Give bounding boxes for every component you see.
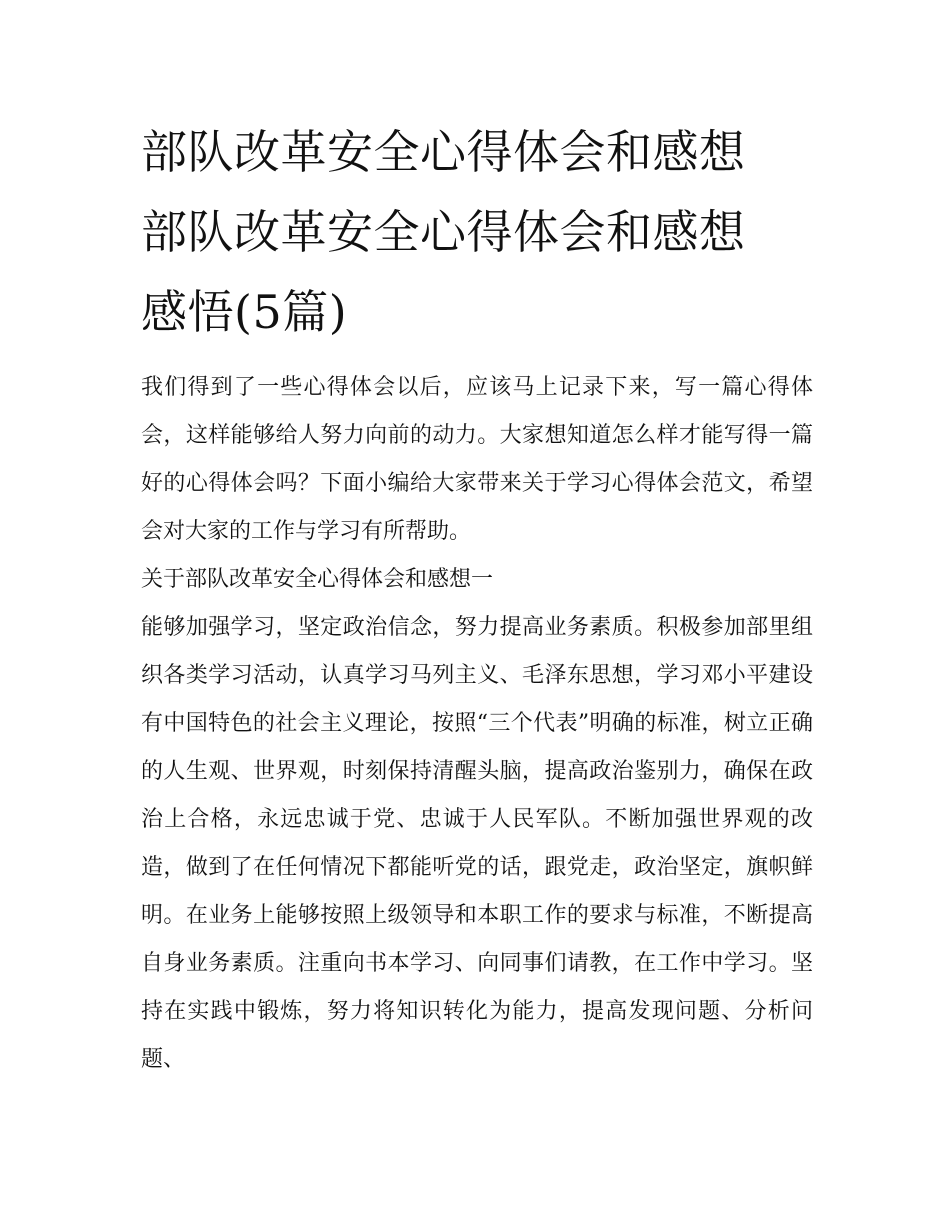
- document-title: [141, 112, 813, 352]
- title-line-2: 部队改革安全心得体会和感想: [141, 205, 746, 259]
- section-paragraph: 能够加强学习，坚定政治信念，努力提高业务素质。积极参加部里组织各类学习活动，认真学习马列主义、毛泽东思想，学习邓小平建设有中国特色的社会主义理论，按照“三个代表”明确的标准，树立正确的人生观、世界观，时刻保持清醒头脑，提高政治鉴别力，确保在政治上合格，永远忠诚于党、忠诚于人民军队。不断加强世界观的改造，做到了在任何情况下都能听党的话，跟党走，政治坚定，旗帜鲜明。在业务上能够按照上级领导和本职工作的要求与标准，不断提高自身业务素质。注重向书本学习、向同事们请教，在工作中学习。坚持在实践中锻炼，努力将知识转化为能力，提高发现问题、分析问题、: [141, 615, 813, 1072]
- document-body: [141, 364, 813, 1084]
- section-heading: 关于部队改革安全心得体会和感想一: [141, 567, 494, 592]
- intro-paragraph: 我们得到了一些心得体会以后，应该马上记录下来，写一篇心得体会，这样能够给人努力向前的动力。大家想知道怎么样才能写得一篇好的心得体会吗？下面小编给大家带来关于学习心得体会范文，希望会对大家的工作与学习有所帮助。: [141, 375, 813, 544]
- document-page: [141, 112, 813, 1084]
- title-line-1: 部队改革安全心得体会和感想: [141, 125, 746, 179]
- title-line-3: 感悟(5篇): [141, 285, 348, 339]
